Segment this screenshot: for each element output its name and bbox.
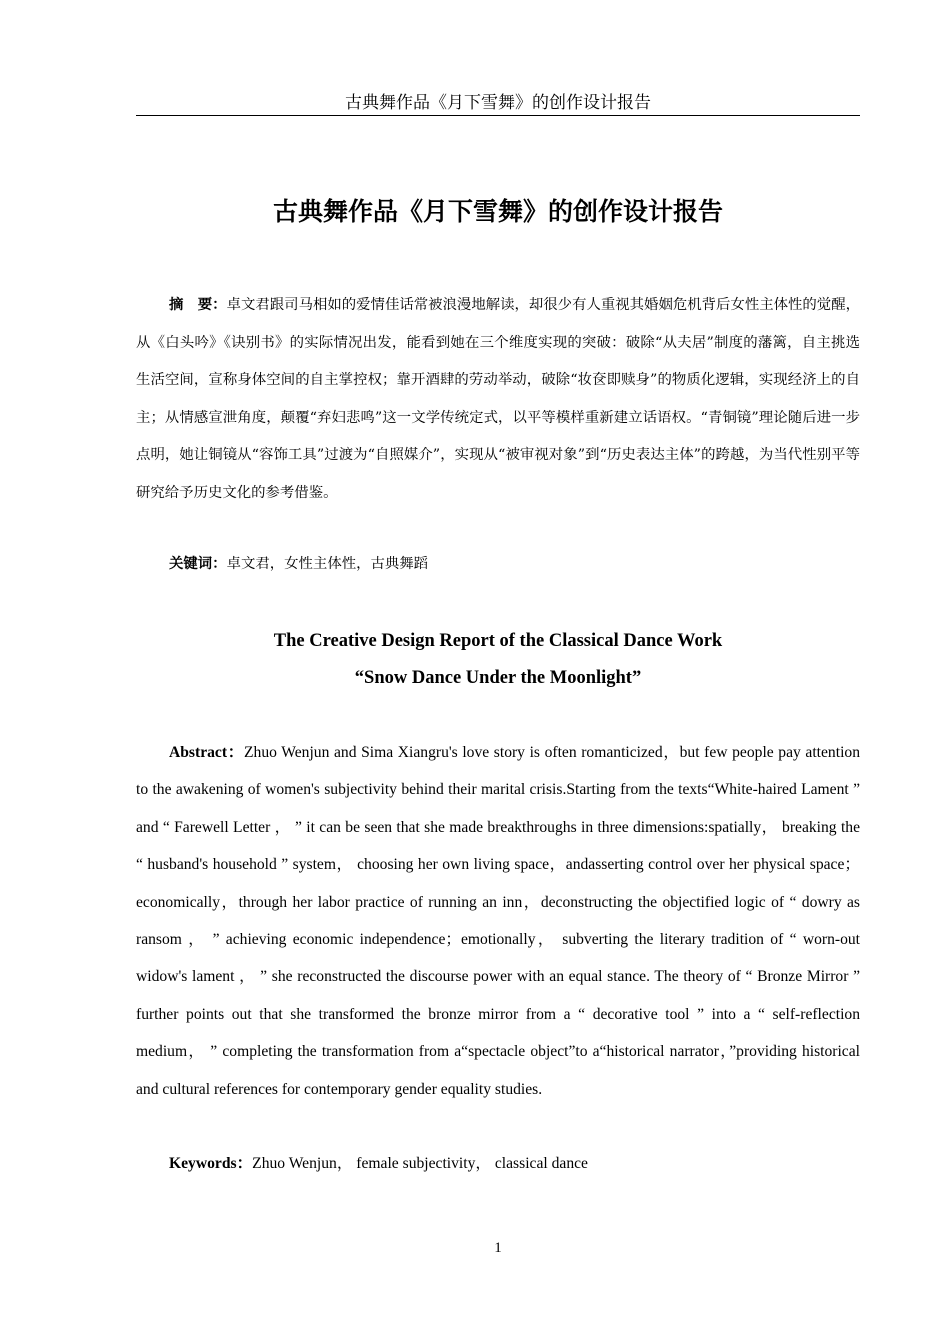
english-keywords-text: Zhuo Wenjun， female subjectivity， classical dance	[252, 1155, 588, 1172]
chinese-abstract-text: 卓文君跟司马相如的爱情佳话常被浪漫地解读，却很少有人重视其婚姻危机背后女性主体性的觉醒，从《白头吟》《诀别书》的实际情况出发，能看到她在三个维度实现的突破：破除“从夫居”制度的藩篱，自主挑选生活空间，宣称身体空间的自主掌控权；靠开酒肆的劳动举动，破除“妆奁即赎身”的物质化逻辑，实现经济上的自主；从情感宣泄角度，颠覆“弃妇悲鸣”这一文学传统定式，以平等模样重新建立话语权。“青铜镜”理论随后进一步点明，她让铜镜从“容饰工具”过渡为“自照媒介”，实现从“被审视对象”到“历史表达主体”的跨越，为当代性别平等研究给予历史文化的参考借鉴。	[136, 297, 860, 501]
chinese-keywords-text: 卓文君，女性主体性，古典舞蹈	[226, 556, 429, 572]
chinese-abstract-label: 摘 要：	[169, 297, 227, 313]
english-title-line-2: “Snow Dance Under the Moonlight”	[354, 668, 642, 688]
chinese-keywords	[136, 546, 860, 584]
chinese-abstract	[136, 287, 860, 512]
chinese-keywords-label: 关键词：	[169, 556, 227, 572]
english-abstract	[136, 734, 860, 1108]
english-title-line-1: The Creative Design Report of the Classical Dance Work	[273, 631, 723, 651]
header-divider	[136, 115, 860, 116]
english-abstract-label: Abstract：	[169, 744, 245, 761]
chinese-title: 古典舞作品《月下雪舞》的创作设计报告	[272, 197, 723, 226]
running-header: 古典舞作品《月下雪舞》的创作设计报告	[345, 93, 651, 113]
english-abstract-text: Zhuo Wenjun and Sima Xiangru's love story is often romanticized，but few people pay attention to the awakening of women's subjectivity behind their marital crisis.Starting from the texts“White-haired Lament ” and “ Farewell Letter ， ” it can be seen that she made breakthroughs in three dimensions:spatially， breaking the “ husband's household ” system， choosing her own living space，andasserting control over her physical space；economically，through her labor practice of running an inn，deconstructing the objectified logic of “ dowry as ransom ， ” achieving economic independence；emotionally， subverting the literary tradition of “ worn-out widow's lament ， ” she reconstructed the discourse power with an equal stance. The theory of “ Bronze Mirror ” further points out that she transformed the bronze mirror from a “ decorative tool ” into a “ self-reflection medium， ” completing the transformation from a“spectacle object”to a“historical narrator，”providing historical and cultural references for contemporary gender equality studies.	[136, 744, 860, 1098]
english-keywords-label: Keywords：	[169, 1155, 253, 1172]
english-keywords	[136, 1145, 860, 1182]
page-number: 1	[494, 1240, 502, 1256]
